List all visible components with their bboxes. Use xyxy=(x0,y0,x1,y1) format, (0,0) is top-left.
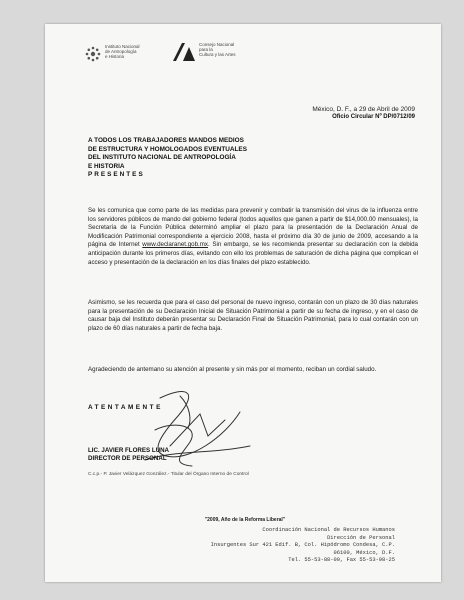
addressee-line: A TODOS LOS TRABAJADORES MANDOS MEDIOS xyxy=(88,137,244,144)
addressee-line: DEL INSTITUTO NACIONAL DE ANTROPOLOGÍA xyxy=(88,154,236,162)
document-page xyxy=(45,24,441,582)
inah-name: Instituto Nacional de Antropología e Historia xyxy=(105,44,140,59)
footer-line: 06100, México, D.F. xyxy=(333,549,395,556)
body-paragraph-1: Se les comunica que como parte de las medidas para prevenir y combatir la transmisión del virus de la influenza entre los servidores públicos de mando del gobierno federal (todos aquellos que ganen a partir de $14,000.00 mensuales), la Secretaría de la Función Pública determinó ampliar el plazo para la presentación de la Declaración Anual de Modificación Patrimonial correspondiente a ejercicio 2008, hasta el próximo día 30 de junio de 2009, accesando a la página de Internet www.declaranet.gob.mx. Sin embargo, se les recomienda presentar su declaración con la debida anticipación durante los primeros días, evitando con ello los problemas de saturación de dicha página que complican el acceso y presentación de la declaración en los días finales del plazo establecido. xyxy=(88,207,418,266)
footer-address xyxy=(195,527,395,565)
footer-line: Tel. 55-53-88-00, Fax 55-53-98-25 xyxy=(288,557,395,564)
addressee-line: DE ESTRUCTURA Y HOMOLOGADOS EVENTUALES xyxy=(88,145,247,153)
footer-line: Coordinación Nacional de Recursos Humanos xyxy=(262,527,395,533)
declaranet-link[interactable]: www.declaranet.gob.mx xyxy=(142,241,208,249)
addressee-line: E HISTORIA xyxy=(88,162,125,170)
signer-name: LIC. JAVIER FLORES LUNA xyxy=(88,447,170,454)
closing: ATENTAMENTE xyxy=(88,404,163,411)
body-paragraph-3: Agradeciendo de antemano su atención al presente y sin más por el momento, reciban un cordial saludo. xyxy=(88,366,377,373)
footer-motto: "2009, Año de la Reforma Liberal" xyxy=(204,517,286,523)
conaculta-name: Consejo Nacional para la Cultura y las Artes xyxy=(199,42,236,57)
inah-logo-icon xyxy=(83,44,103,64)
circular-number: Oficio Circular Nº DP/0712/09 xyxy=(332,114,415,120)
footer-line: Dirección de Personal xyxy=(327,534,395,541)
signer-title: DIRECTOR DE PERSONAL xyxy=(88,455,167,462)
presentes-line: PRESENTES xyxy=(88,171,145,179)
footer-line: Insurgentes Sur 421 Edif. B, Col. Hipódromo Condesa, C.P. xyxy=(210,542,395,549)
conaculta-logo-icon xyxy=(171,41,197,63)
body-paragraph-2: Asimismo, se les recuerda que para el caso del personal de nuevo ingreso, contarán con un plazo de 30 días naturales para la presentación de su Declaración Inicial de Situación Patrimonial a partir de su fecha de ingreso, y en el caso de causar baja del Instituto deberán presentar su Declaración Final de Situación Patrimonial, para lo cual contarán con un plazo de 60 días naturales a partir de fecha baja. xyxy=(88,299,418,332)
date-line: México, D. F., a 29 de Abril de 2009 xyxy=(312,106,415,113)
carbon-copy-line: C.c.p.- P. Javier Velázquez González.- Titular del Órgano Interno de Control xyxy=(88,472,249,477)
addressee-block xyxy=(88,137,388,180)
